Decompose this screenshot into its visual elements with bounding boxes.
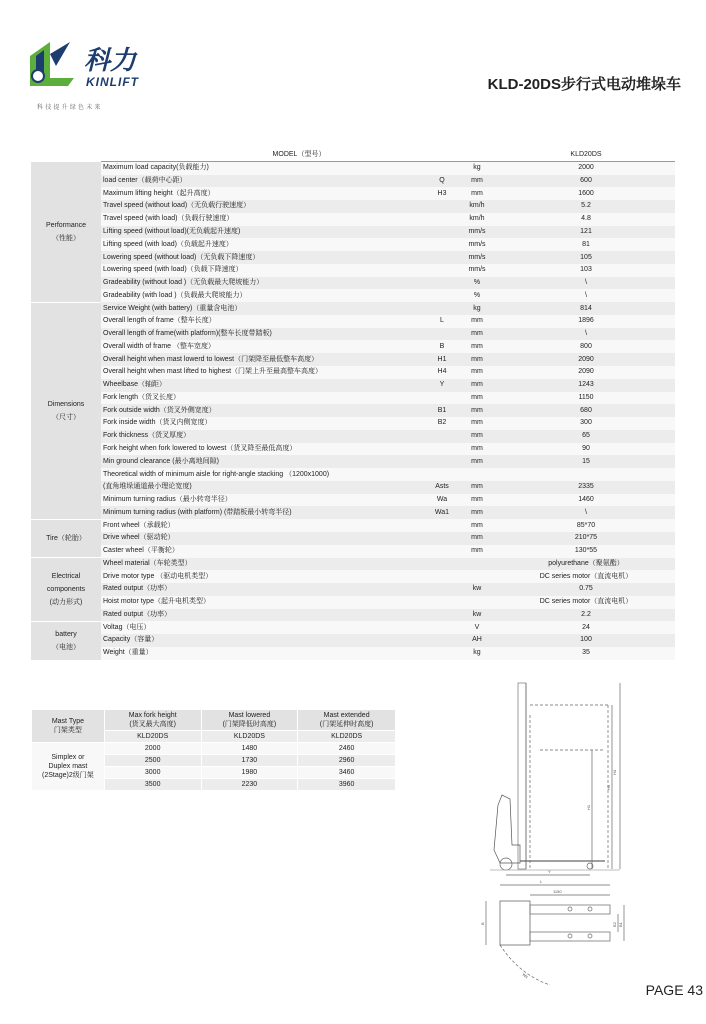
spec-unit: mm bbox=[457, 353, 497, 366]
spec-symbol bbox=[427, 251, 457, 264]
spec-value: \ bbox=[497, 506, 675, 519]
spec-unit: mm bbox=[457, 404, 497, 417]
spec-symbol: Q bbox=[427, 175, 457, 188]
spec-row bbox=[31, 634, 675, 647]
spec-symbol: B1 bbox=[427, 404, 457, 417]
spec-symbol bbox=[427, 443, 457, 456]
spec-row bbox=[31, 226, 675, 239]
spec-symbol bbox=[427, 621, 457, 634]
spec-unit: mm bbox=[457, 175, 497, 188]
mast-col1-header: Max fork height (货叉最大高度) bbox=[104, 710, 201, 731]
spec-unit: km/h bbox=[457, 200, 497, 213]
spec-label: Capacity（容量） bbox=[101, 634, 427, 647]
spec-value: DC series motor（直流电机） bbox=[497, 570, 675, 583]
spec-label: Travel speed (with load)（负载行驶速度） bbox=[101, 213, 427, 226]
spec-symbol bbox=[427, 609, 457, 622]
spec-row bbox=[31, 545, 675, 558]
spec-value: 2335 bbox=[497, 481, 675, 494]
spec-table bbox=[31, 149, 675, 660]
tagline: 科技提升绿色未来 bbox=[37, 105, 103, 111]
spec-unit: mm bbox=[457, 430, 497, 443]
spec-row bbox=[31, 238, 675, 251]
spec-unit bbox=[457, 570, 497, 583]
spec-row bbox=[31, 277, 675, 290]
spec-value: 121 bbox=[497, 226, 675, 239]
spec-symbol bbox=[427, 430, 457, 443]
page-title: KLD-20DS步行式电动堆垛车 bbox=[487, 76, 681, 93]
spec-value: 2.2 bbox=[497, 609, 675, 622]
spec-row bbox=[31, 353, 675, 366]
spec-symbol bbox=[427, 455, 457, 468]
spec-row bbox=[31, 162, 675, 175]
spec-symbol bbox=[427, 532, 457, 545]
mast-cell: 1480 bbox=[201, 743, 298, 755]
spec-row bbox=[31, 468, 675, 481]
spec-row bbox=[31, 187, 675, 200]
mast-cell: 2500 bbox=[104, 755, 201, 767]
spec-value: 24 bbox=[497, 621, 675, 634]
stacker-technical-drawing bbox=[470, 675, 680, 995]
spec-row bbox=[31, 264, 675, 277]
spec-row bbox=[31, 251, 675, 264]
spec-value: 1460 bbox=[497, 494, 675, 507]
dim-h4: H4 bbox=[612, 769, 617, 775]
spec-label: Overall height when mast lifted to highest（门架上升至最高整车高度） bbox=[101, 366, 427, 379]
spec-symbol bbox=[427, 647, 457, 660]
spec-label: Drive motor type （驱动电机类型） bbox=[101, 570, 427, 583]
spec-label: Overall height when mast lowerd to lowest（门架降至最低整车高度） bbox=[101, 353, 427, 366]
spec-label: Min ground clearance (最小离地间隙) bbox=[101, 455, 427, 468]
spec-unit: mm bbox=[457, 506, 497, 519]
spec-row bbox=[31, 443, 675, 456]
mast-table bbox=[31, 709, 396, 791]
spec-value: 814 bbox=[497, 302, 675, 315]
spec-row bbox=[31, 213, 675, 226]
spec-value: 1896 bbox=[497, 315, 675, 328]
spec-row bbox=[31, 430, 675, 443]
category-battery: battery （电池） bbox=[31, 621, 101, 659]
spec-label: load center（载荷中心距） bbox=[101, 175, 427, 188]
spec-value: 105 bbox=[497, 251, 675, 264]
mast-cell: 1980 bbox=[201, 767, 298, 779]
spec-row bbox=[31, 609, 675, 622]
spec-value: 2090 bbox=[497, 353, 675, 366]
spec-unit: mm bbox=[457, 328, 497, 341]
spec-value bbox=[497, 468, 675, 481]
dim-h3: H3 bbox=[606, 784, 611, 790]
spec-label: Overall width of frame （整车宽度） bbox=[101, 340, 427, 353]
dim-wa: Wa bbox=[521, 971, 530, 980]
page-number: PAGE 43 bbox=[645, 982, 703, 998]
spec-value: 100 bbox=[497, 634, 675, 647]
spec-unit: mm bbox=[457, 455, 497, 468]
spec-unit: mm bbox=[457, 315, 497, 328]
spec-label: Drive wheel（驱动轮） bbox=[101, 532, 427, 545]
spec-row bbox=[31, 558, 675, 571]
spec-unit: mm bbox=[457, 481, 497, 494]
dim-y: Y bbox=[548, 869, 551, 874]
mast-model: KLD20DS bbox=[201, 731, 298, 743]
spec-value: 2090 bbox=[497, 366, 675, 379]
spec-value: 65 bbox=[497, 430, 675, 443]
spec-value: 5.2 bbox=[497, 200, 675, 213]
spec-label: Lowering speed (without load)（无负载下降速度） bbox=[101, 251, 427, 264]
spec-label: Front wheel（承载轮） bbox=[101, 519, 427, 532]
mast-cell: 3000 bbox=[104, 767, 201, 779]
spec-label: Theoretical width of minimum aisle for right-angle stacking （1200x1000) bbox=[101, 468, 427, 481]
spec-label: Gradeability (without load )（无负载最大爬坡能力） bbox=[101, 277, 427, 290]
spec-value: 300 bbox=[497, 417, 675, 430]
spec-symbol bbox=[427, 634, 457, 647]
mast-cell: 3460 bbox=[298, 767, 396, 779]
spec-unit: mm bbox=[457, 519, 497, 532]
spec-label: Fork height when fork lowered to lowest（货叉降至最低高度） bbox=[101, 443, 427, 456]
spec-value: 680 bbox=[497, 404, 675, 417]
spec-label: Wheelbase（轴距） bbox=[101, 379, 427, 392]
spec-value: polyurethane（聚氨酯） bbox=[497, 558, 675, 571]
dim-b: B bbox=[480, 922, 485, 925]
mast-cell: 1730 bbox=[201, 755, 298, 767]
spec-value: 800 bbox=[497, 340, 675, 353]
spec-symbol: Y bbox=[427, 379, 457, 392]
spec-label: Maximum load capacity(负载能力) bbox=[101, 162, 427, 175]
spec-label: Travel speed (without load)（无负载行驶速度） bbox=[101, 200, 427, 213]
category-performance: Performance （性能） bbox=[31, 162, 101, 302]
mast-cell: 2960 bbox=[298, 755, 396, 767]
model-value: KLD20DS bbox=[497, 149, 675, 162]
spec-unit: mm/s bbox=[457, 238, 497, 251]
spec-value: \ bbox=[497, 328, 675, 341]
spec-value: 90 bbox=[497, 443, 675, 456]
spec-unit: AH bbox=[457, 634, 497, 647]
dim-b1: B1 bbox=[618, 922, 623, 927]
spec-row bbox=[31, 519, 675, 532]
spec-label: Weight（重量） bbox=[101, 647, 427, 660]
spec-unit: mm bbox=[457, 494, 497, 507]
spec-label: Lowering speed (with load)（负载下降速度） bbox=[101, 264, 427, 277]
spec-label: (直角堆垛通道最小理论宽度) bbox=[101, 481, 427, 494]
spec-unit: mm bbox=[457, 417, 497, 430]
dim-l: L bbox=[540, 879, 543, 884]
spec-symbol bbox=[427, 200, 457, 213]
spec-row bbox=[31, 379, 675, 392]
spec-unit: mm bbox=[457, 340, 497, 353]
mast-col3-header: Mast extended (门架延伸时高度) bbox=[298, 710, 396, 731]
spec-unit: mm bbox=[457, 545, 497, 558]
spec-row bbox=[31, 328, 675, 341]
spec-label: Wheel material（车轮类型） bbox=[101, 558, 427, 571]
spec-symbol bbox=[427, 289, 457, 302]
spec-symbol bbox=[427, 519, 457, 532]
spec-symbol bbox=[427, 264, 457, 277]
spec-value: 81 bbox=[497, 238, 675, 251]
spec-value: \ bbox=[497, 277, 675, 290]
spec-value: 1600 bbox=[497, 187, 675, 200]
spec-unit: mm bbox=[457, 443, 497, 456]
spec-value: \ bbox=[497, 289, 675, 302]
spec-row bbox=[31, 455, 675, 468]
spec-unit: % bbox=[457, 277, 497, 290]
spec-unit: kw bbox=[457, 583, 497, 596]
mast-col2-header: Mast lowered (门架降低时高度) bbox=[201, 710, 298, 731]
mast-type-label: Mast Type 门架类型 bbox=[32, 710, 105, 743]
spec-row bbox=[31, 289, 675, 302]
spec-value: 1243 bbox=[497, 379, 675, 392]
mast-cell: 2460 bbox=[298, 743, 396, 755]
mast-cell: 2230 bbox=[201, 779, 298, 791]
spec-symbol: H1 bbox=[427, 353, 457, 366]
spec-label: Minimum turning radius（最小转弯半径） bbox=[101, 494, 427, 507]
spec-symbol bbox=[427, 583, 457, 596]
spec-label: Overall length of frame(with platform)(整车长度带踏板) bbox=[101, 328, 427, 341]
spec-symbol: B2 bbox=[427, 417, 457, 430]
category-electrical: Electrical components (动力形式) bbox=[31, 558, 101, 622]
spec-unit: kg bbox=[457, 162, 497, 175]
spec-unit bbox=[457, 558, 497, 571]
spec-label: Hoist motor type（起升电机类型） bbox=[101, 596, 427, 609]
spec-row bbox=[31, 392, 675, 405]
model-label: MODEL（型号） bbox=[101, 149, 497, 162]
spec-label: Fork inside width（货叉内侧宽度） bbox=[101, 417, 427, 430]
logo-mark-icon bbox=[30, 42, 74, 86]
spec-value: 85*70 bbox=[497, 519, 675, 532]
spec-unit: mm/s bbox=[457, 251, 497, 264]
spec-unit: kw bbox=[457, 609, 497, 622]
spec-value: 35 bbox=[497, 647, 675, 660]
mast-cell: 3960 bbox=[298, 779, 396, 791]
spec-symbol bbox=[427, 213, 457, 226]
spec-row bbox=[31, 494, 675, 507]
spec-symbol bbox=[427, 570, 457, 583]
spec-row bbox=[31, 532, 675, 545]
spec-symbol bbox=[427, 238, 457, 251]
spec-label: Fork outside width（货叉外侧宽度） bbox=[101, 404, 427, 417]
spec-row bbox=[31, 647, 675, 660]
spec-row bbox=[31, 621, 675, 634]
spec-value: 130*55 bbox=[497, 545, 675, 558]
dim-h1: H1 bbox=[586, 804, 591, 810]
spec-unit: mm bbox=[457, 532, 497, 545]
spec-symbol: Wa bbox=[427, 494, 457, 507]
spec-label: Fork length（货叉长度） bbox=[101, 392, 427, 405]
dim-b2: B2 bbox=[612, 922, 617, 927]
spec-header-row bbox=[31, 149, 675, 162]
spec-label: Fork thickness（货叉厚度） bbox=[101, 430, 427, 443]
spec-label: Maximum lifting height（起升高度） bbox=[101, 187, 427, 200]
mast-model: KLD20DS bbox=[298, 731, 396, 743]
brand-cn: 科力 bbox=[84, 45, 137, 75]
spec-symbol bbox=[427, 302, 457, 315]
spec-symbol: L bbox=[427, 315, 457, 328]
spec-unit: mm bbox=[457, 379, 497, 392]
spec-unit: mm/s bbox=[457, 264, 497, 277]
spec-label: Lifting speed (without load)(无负载起升速度) bbox=[101, 226, 427, 239]
spec-label: Lifting speed (with load)（负载起升速度） bbox=[101, 238, 427, 251]
spec-symbol bbox=[427, 558, 457, 571]
spec-value: 15 bbox=[497, 455, 675, 468]
spec-row bbox=[31, 366, 675, 379]
spec-row bbox=[31, 340, 675, 353]
spec-unit: kg bbox=[457, 302, 497, 315]
spec-value: DC series motor（直流电机） bbox=[497, 596, 675, 609]
spec-row bbox=[31, 417, 675, 430]
category-tire: Tire（轮胎） bbox=[31, 519, 101, 557]
spec-symbol bbox=[427, 162, 457, 175]
spec-symbol: Asts bbox=[427, 481, 457, 494]
spec-symbol: Wa1 bbox=[427, 506, 457, 519]
spec-unit: mm bbox=[457, 366, 497, 379]
spec-row bbox=[31, 315, 675, 328]
spec-value: 2000 bbox=[497, 162, 675, 175]
spec-row bbox=[31, 570, 675, 583]
spec-row bbox=[31, 596, 675, 609]
spec-symbol bbox=[427, 392, 457, 405]
spec-unit: mm bbox=[457, 187, 497, 200]
spec-unit: mm/s bbox=[457, 226, 497, 239]
spec-label: Overall length of frame（整车长度） bbox=[101, 315, 427, 328]
spec-row bbox=[31, 175, 675, 188]
spec-symbol: H3 bbox=[427, 187, 457, 200]
spec-symbol bbox=[427, 468, 457, 481]
dim-fork: 1150 bbox=[553, 889, 562, 894]
spec-unit bbox=[457, 468, 497, 481]
spec-value: 1150 bbox=[497, 392, 675, 405]
spec-symbol bbox=[427, 328, 457, 341]
spec-label: Rated output（功率） bbox=[101, 609, 427, 622]
spec-value: 600 bbox=[497, 175, 675, 188]
spec-label: Service Weight (with battery)（重量含电池） bbox=[101, 302, 427, 315]
spec-value: 103 bbox=[497, 264, 675, 277]
spec-row bbox=[31, 583, 675, 596]
mast-cell: 2000 bbox=[104, 743, 201, 755]
spec-symbol bbox=[427, 277, 457, 290]
spec-row bbox=[31, 404, 675, 417]
mast-cell: 3500 bbox=[104, 779, 201, 791]
spec-row bbox=[31, 481, 675, 494]
category-dimensions: Dimensions （尺寸） bbox=[31, 302, 101, 519]
spec-symbol bbox=[427, 545, 457, 558]
spec-label: Rated output（功率） bbox=[101, 583, 427, 596]
mast-group-label: Simplex or Duplex mast (2Stage)2级门架 bbox=[32, 743, 105, 791]
spec-label: Voltag（电压） bbox=[101, 621, 427, 634]
spec-value: 0.75 bbox=[497, 583, 675, 596]
spec-row bbox=[31, 200, 675, 213]
spec-value: 4.8 bbox=[497, 213, 675, 226]
spec-label: Minimum turning radius (with platform) (带踏板最小转弯半径) bbox=[101, 506, 427, 519]
spec-unit bbox=[457, 596, 497, 609]
spec-symbol: B bbox=[427, 340, 457, 353]
spec-unit: km/h bbox=[457, 213, 497, 226]
spec-value: 210*75 bbox=[497, 532, 675, 545]
spec-symbol bbox=[427, 226, 457, 239]
spec-symbol bbox=[427, 596, 457, 609]
spec-unit: kg bbox=[457, 647, 497, 660]
spec-unit: mm bbox=[457, 392, 497, 405]
spec-unit: % bbox=[457, 289, 497, 302]
spec-row bbox=[31, 302, 675, 315]
spec-label: Gradeability (with load )（负载最大爬坡能力） bbox=[101, 289, 427, 302]
spec-symbol: H4 bbox=[427, 366, 457, 379]
spec-row bbox=[31, 506, 675, 519]
spec-unit: V bbox=[457, 621, 497, 634]
mast-model: KLD20DS bbox=[104, 731, 201, 743]
spec-label: Caster wheel（平衡轮） bbox=[101, 545, 427, 558]
brand-en: KINLIFT bbox=[86, 75, 139, 89]
